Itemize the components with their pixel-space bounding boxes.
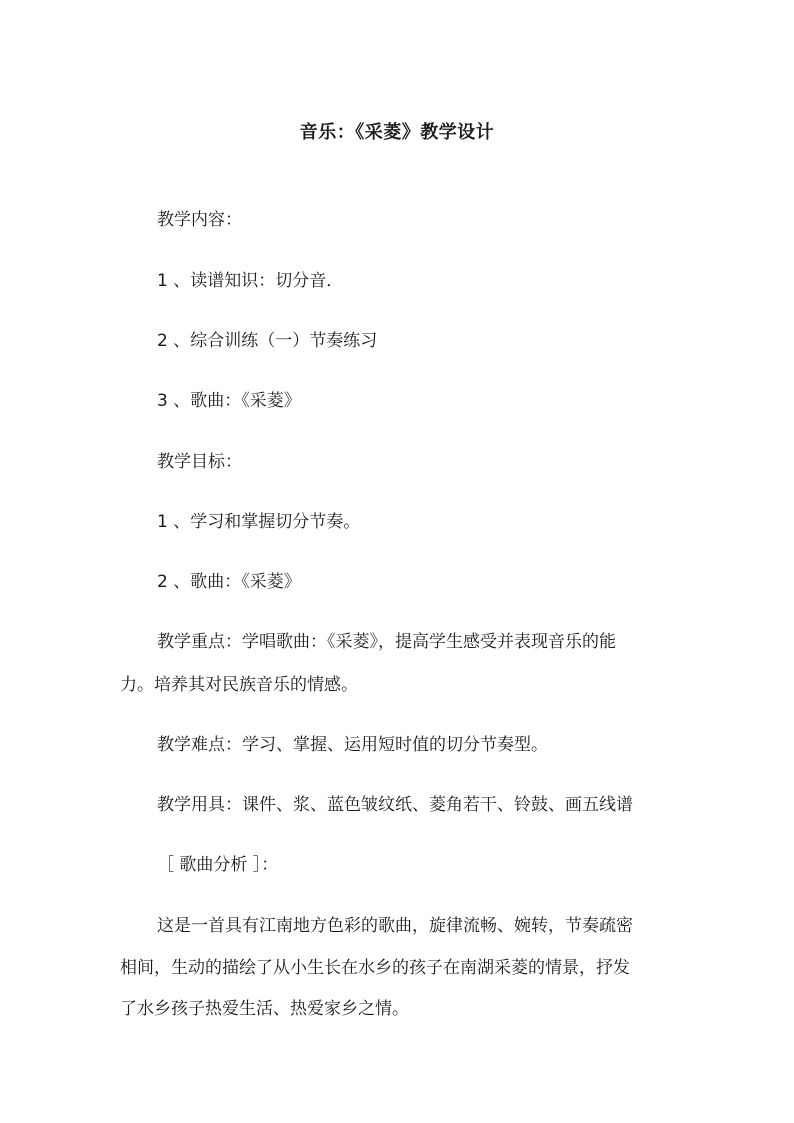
analysis-line-3: 了水乡孩子热爱生活、热爱家乡之情。 — [120, 999, 409, 1019]
section-heading-goals: 教学目标： — [157, 452, 242, 472]
key-points-line-2: 力。培养其对民族音乐的情感。 — [120, 675, 358, 695]
goal-item-1: 1 、学习和掌握切分节奏。 — [157, 512, 361, 532]
content-item-2: 2 、综合训练（一）节奏练习 — [157, 331, 378, 351]
analysis-line-1: 这是一首具有江南地方色彩的歌曲，旋律流畅、婉转，节奏疏密 — [157, 916, 633, 936]
key-points-line-1: 教学重点：学唱歌曲：《采菱》，提高学生感受并表现音乐的能 — [157, 632, 616, 652]
difficulties-line: 教学难点：学习、掌握、运用短时值的切分节奏型。 — [157, 735, 548, 755]
analysis-line-2: 相间，生动的描绘了从小生长在水乡的孩子在南湖采菱的情景，抒发 — [120, 958, 630, 978]
song-analysis-heading: ［ 歌曲分析 ］： — [157, 855, 279, 875]
content-item-1: 1 、读谱知识：切分音． — [157, 271, 344, 291]
goal-item-2: 2 、歌曲：《采菱》 — [157, 572, 301, 592]
content-item-3: 3 、歌曲：《采菱》 — [157, 391, 301, 411]
document-title: 音乐：《采菱》教学设计 — [299, 122, 495, 143]
section-heading-content: 教学内容： — [157, 210, 242, 230]
tools-line: 教学用具：课件、浆、蓝色皱纹纸、菱角若干、铃鼓、画五线谱 — [157, 795, 633, 815]
